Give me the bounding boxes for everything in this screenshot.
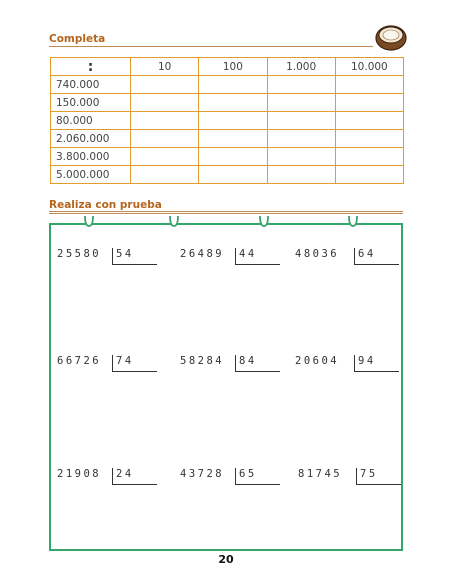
divisor: 94 — [354, 355, 399, 372]
answer-cell[interactable] — [131, 112, 199, 130]
table-row — [51, 130, 404, 148]
answer-cell[interactable] — [199, 94, 267, 112]
binder-ring-icon — [347, 214, 359, 228]
answer-cell[interactable] — [267, 94, 335, 112]
division-symbol: : — [51, 58, 131, 76]
answer-cell[interactable] — [131, 166, 199, 184]
section-title-completa: Completa — [49, 33, 106, 45]
page-number: 20 — [218, 553, 234, 566]
table-row — [51, 76, 404, 94]
table-row — [51, 166, 404, 184]
long-division-problem — [295, 245, 399, 265]
divisor: 54 — [112, 248, 157, 265]
conversion-table — [50, 57, 404, 184]
table-row — [51, 112, 404, 130]
answer-cell[interactable] — [335, 148, 403, 166]
long-division-problem — [57, 465, 157, 485]
divisor: 74 — [112, 355, 157, 372]
answer-cell[interactable] — [335, 112, 403, 130]
section-divider — [49, 211, 403, 212]
long-division-problem — [298, 465, 402, 485]
dividend: 21908 — [57, 468, 102, 480]
binder-ring-icon — [258, 214, 270, 228]
divisor: 24 — [112, 468, 157, 485]
divisor: 75 — [356, 468, 401, 485]
answer-cell[interactable] — [335, 130, 403, 148]
divisor: 65 — [235, 468, 280, 485]
long-division-problem — [180, 352, 280, 372]
row-label: 3.800.000 — [51, 148, 131, 166]
row-label: 150.000 — [51, 94, 131, 112]
dividend: 26489 — [180, 248, 225, 260]
row-label: 80.000 — [51, 112, 131, 130]
coconut-icon — [374, 22, 408, 52]
answer-cell[interactable] — [335, 76, 403, 94]
answer-cell[interactable] — [131, 94, 199, 112]
answer-cell[interactable] — [199, 166, 267, 184]
dividend: 81745 — [298, 468, 343, 480]
answer-cell[interactable] — [267, 166, 335, 184]
column-header: 10.000 — [335, 58, 403, 76]
answer-cell[interactable] — [199, 112, 267, 130]
column-header: 100 — [199, 58, 267, 76]
row-label: 2.060.000 — [51, 130, 131, 148]
binder-ring-icon — [83, 214, 95, 228]
answer-cell[interactable] — [199, 148, 267, 166]
answer-cell[interactable] — [131, 148, 199, 166]
dividend: 20604 — [295, 355, 340, 367]
dividend: 43728 — [180, 468, 225, 480]
answer-cell[interactable] — [267, 76, 335, 94]
long-division-problem — [295, 352, 399, 372]
long-division-problem — [180, 245, 280, 265]
table-row — [51, 94, 404, 112]
answer-cell[interactable] — [199, 130, 267, 148]
division-workspace — [49, 223, 403, 551]
answer-cell[interactable] — [335, 166, 403, 184]
long-division-problem — [57, 352, 157, 372]
dividend: 58284 — [180, 355, 225, 367]
section-title-realiza: Realiza con prueba — [49, 199, 162, 211]
table-row — [51, 148, 404, 166]
divisor: 84 — [235, 355, 280, 372]
answer-cell[interactable] — [199, 76, 267, 94]
answer-cell[interactable] — [267, 130, 335, 148]
section-divider — [49, 46, 373, 47]
long-division-problem — [57, 245, 157, 265]
long-division-problem — [180, 465, 280, 485]
dividend: 66726 — [57, 355, 102, 367]
row-label: 5.000.000 — [51, 166, 131, 184]
divisor: 44 — [235, 248, 280, 265]
column-header: 1.000 — [267, 58, 335, 76]
dividend: 25580 — [57, 248, 102, 260]
answer-cell[interactable] — [131, 76, 199, 94]
binder-ring-icon — [168, 214, 180, 228]
answer-cell[interactable] — [267, 148, 335, 166]
row-label: 740.000 — [51, 76, 131, 94]
answer-cell[interactable] — [131, 130, 199, 148]
answer-cell[interactable] — [335, 94, 403, 112]
column-header: 10 — [131, 58, 199, 76]
dividend: 48036 — [295, 248, 340, 260]
answer-cell[interactable] — [267, 112, 335, 130]
divisor: 64 — [354, 248, 399, 265]
table-header-row — [51, 58, 404, 76]
